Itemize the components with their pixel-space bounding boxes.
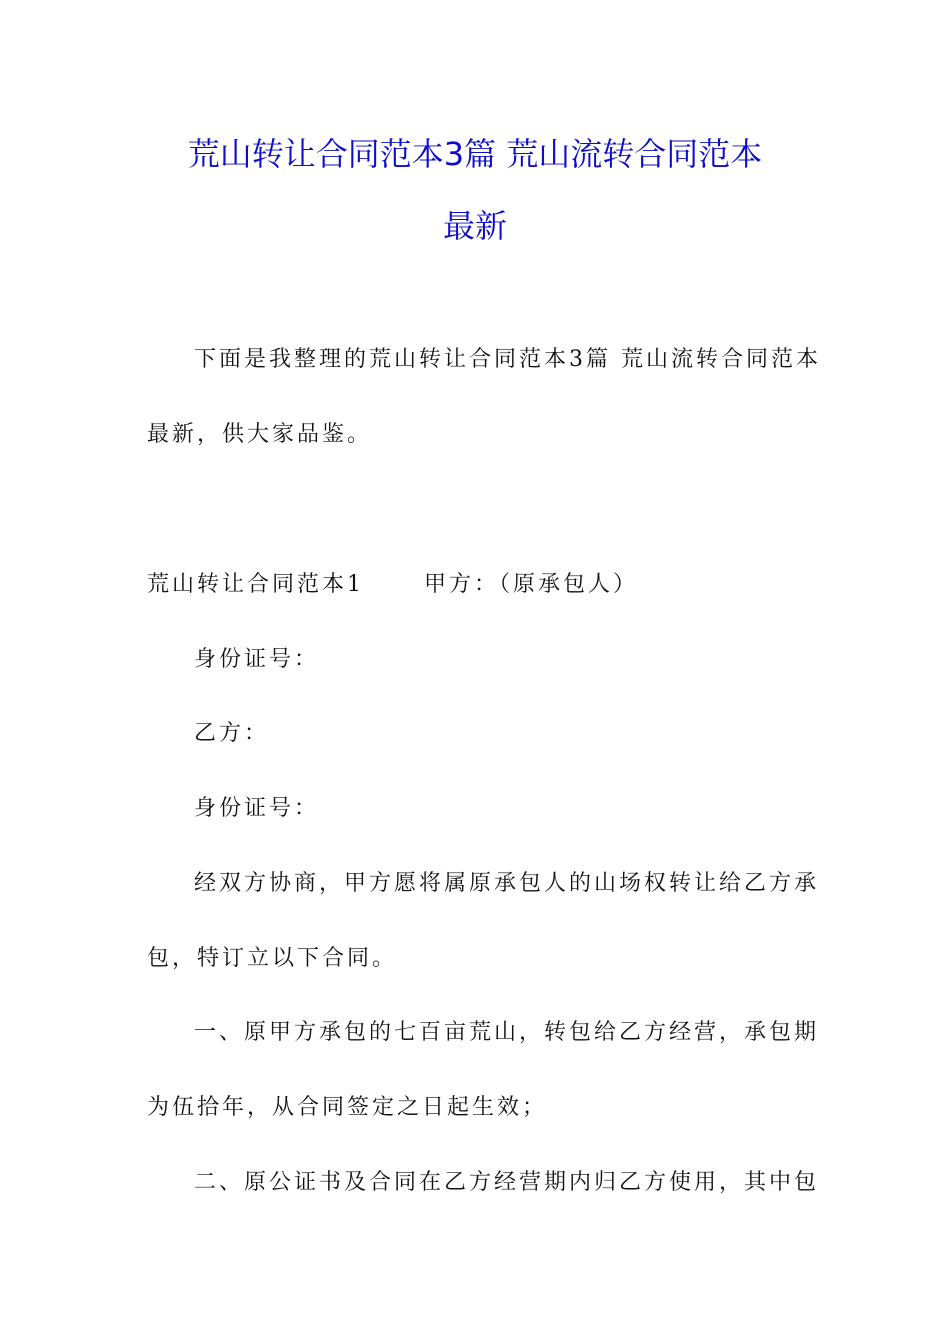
section-heading-line: 荒山转让合同范本1 甲方：（原承包人） [147, 572, 638, 597]
document-title-line-2: 最新 [442, 207, 507, 245]
party-b-line: 乙方： [194, 721, 270, 746]
clause-2-line-1: 二、原公证书及合同在乙方经营期内归乙方使用，其中包 [194, 1170, 820, 1195]
paragraph-1-line-1: 经双方协商，甲方愿将属原承包人的山场权转让给乙方承 [194, 871, 820, 896]
document-title-line-1: 荒山转让合同范本3篇 荒山流转合同范本 [187, 135, 763, 173]
paragraph-1-line-2: 包，特订立以下合同。 [147, 946, 398, 971]
party-b-id-line: 身份证号： [194, 796, 320, 821]
intro-paragraph-line-2: 最新，供大家品鉴。 [147, 422, 373, 447]
party-a-id-line: 身份证号： [194, 647, 320, 672]
clause-1-line-1: 一、原甲方承包的七百亩荒山，转包给乙方经营，承包期 [194, 1020, 820, 1045]
intro-paragraph-line-1: 下面是我整理的荒山转让合同范本3篇 荒山流转合同范本 [194, 347, 821, 372]
clause-1-line-2: 为伍拾年，从合同签定之日起生效； [147, 1095, 548, 1120]
